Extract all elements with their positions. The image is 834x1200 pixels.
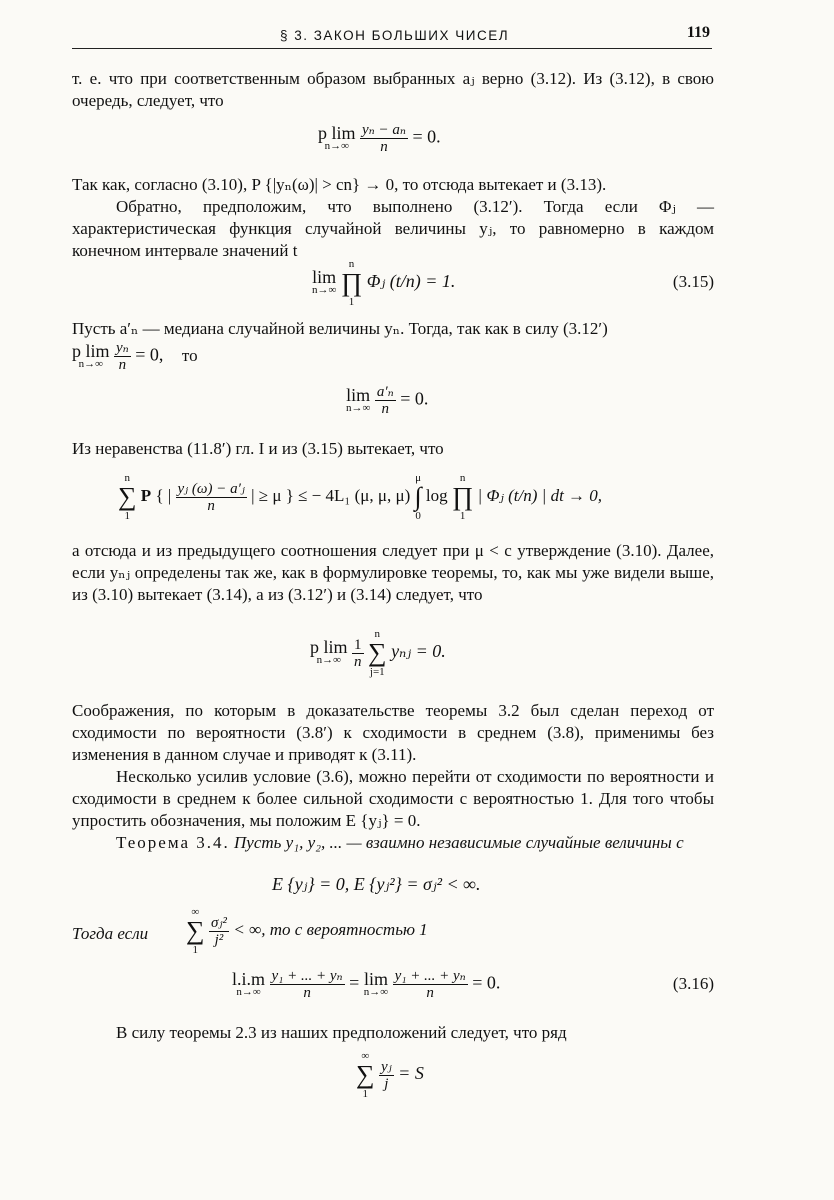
equation-inequality <box>118 472 602 522</box>
eq-avg-subscript: n→∞ <box>316 654 341 666</box>
eq-ineq-denominator: n <box>207 497 215 514</box>
eq316-denominator2: n <box>426 985 434 1001</box>
eq-ineq-int-sign: ∫ <box>414 482 422 511</box>
eq-ser-numerator: yⱼ <box>381 1058 392 1075</box>
eq-cond-sum-lower: 1 <box>192 944 199 956</box>
eq-cond-numerator: σⱼ² <box>211 914 227 931</box>
eq-plim-operator: p lim <box>72 340 110 361</box>
eq-ineq-prob: P <box>140 485 152 505</box>
theorem-label: Теорема 3.4. <box>116 833 230 852</box>
eq-ineq-middle: ≥ μ } ≤ − 4L₁ (μ, μ, μ) <box>258 485 411 505</box>
eq-med-rhs: = 0. <box>400 388 429 409</box>
equation-expectations <box>272 874 480 895</box>
paragraph-4-text: Пусть a′ₙ — медиана случайной величины yₙ. Тогда, так как в силу (3.12′) <box>72 319 608 338</box>
eq-cond-sum-upper: ∞ <box>191 906 200 918</box>
eq-ineq-prod-lower: 1 <box>459 510 466 522</box>
eq316-denominator1: n <box>303 985 311 1001</box>
paragraph-4 <box>72 318 714 340</box>
eq315-subscript: n→∞ <box>312 284 337 296</box>
equation-series <box>356 1050 424 1100</box>
eq-ineq-sum-sign: ∑ <box>118 482 137 511</box>
eq-ineq-prod-sign: ∏ <box>451 482 474 511</box>
eq-med-denominator: n <box>381 401 390 417</box>
eq-ser-sum-lower: 1 <box>362 1088 369 1100</box>
page-number: 119 <box>686 24 710 41</box>
eq-plim-subscript: n→∞ <box>78 357 103 370</box>
section-title: § 3. ЗАКОН БОЛЬШИХ ЧИСЕЛ <box>280 28 510 43</box>
eq1-numerator: yₙ − aₙ <box>362 122 406 138</box>
theorem-3-4 <box>72 832 714 854</box>
eq-ineq-prod-upper: n <box>459 472 466 484</box>
eq-med-lim: lim <box>346 384 371 405</box>
paragraph-2 <box>72 174 714 196</box>
eq-avg-operator: p lim <box>310 637 348 657</box>
paragraph-3 <box>72 196 714 262</box>
condition-prefix: Тогда если <box>72 924 149 943</box>
eq-ineq-bar: | <box>251 485 255 505</box>
eq316-sub1: n→∞ <box>236 985 261 998</box>
equation-3-15 <box>312 258 714 308</box>
paragraph-7 <box>72 700 714 766</box>
paragraph-5-text: Из неравенства (11.8′) гл. I и из (3.15) вытекает, что <box>72 439 444 458</box>
eq1-operator: p lim <box>318 122 356 143</box>
paragraph-6-text: а отсюда и из предыдущего соотношения следует при μ < c утверждение (3.10). Далее, если yₙⱼ определены так же, как в формулировке теоремы, то, как мы уже видели выше, из (3.10) вытекает (3.14), а из (3.12′) и (3.14) следует, что <box>72 541 714 604</box>
eq315-product-sign: ∏ <box>340 268 363 297</box>
equation-plim-b <box>72 340 198 373</box>
eq-ineq-brace: { | <box>155 485 172 505</box>
eq-ineq-tail: | Φⱼ (t/n) | dt → 0, <box>477 485 603 505</box>
eq-avg-numerator: 1 <box>354 636 362 653</box>
eq315-product-upper: n <box>348 258 355 270</box>
eq-med-numerator: a′ₙ <box>376 384 394 400</box>
eq-avg-denominator: n <box>354 653 362 670</box>
eq-cond-sum-sign: ∑ <box>186 916 205 945</box>
eq-ser-sum-upper: ∞ <box>361 1050 370 1062</box>
theorem-text: Пусть y₁, y₂, ... — взаимно независимые случайные величины с <box>234 833 684 852</box>
eq-ineq-numerator: yⱼ (ω) − a′ⱼ <box>177 480 245 497</box>
eq316-numerator2: y₁ + ... + yₙ <box>394 968 466 984</box>
paragraph-10-text: В силу теоремы 2.3 из наших предположений следует, что ряд <box>116 1023 567 1042</box>
eq-plim-numerator: yₙ <box>116 340 129 356</box>
eq-avg-sum-sign: ∑ <box>368 638 387 667</box>
eq-ineq-int-lower: 0 <box>415 510 421 522</box>
eq-ineq-log: log <box>425 485 448 505</box>
eq1-denominator: n <box>380 139 388 155</box>
condition-line <box>72 906 714 966</box>
eq-cond-denominator: j² <box>214 931 224 948</box>
equation-plim-a <box>318 122 441 155</box>
running-header <box>72 22 712 49</box>
eq1-rhs: = 0. <box>412 126 441 147</box>
eq-ineq-int-upper: μ <box>415 472 422 484</box>
equation-3-16 <box>232 968 714 1001</box>
eq-plim-denominator: n <box>118 357 127 373</box>
eq316-rhs: = 0. <box>472 972 501 993</box>
eq316-numerator1: y₁ + ... + yₙ <box>271 968 343 984</box>
eq-avg-sum-lower: j=1 <box>369 666 385 678</box>
eq-ser-sum-sign: ∑ <box>356 1060 375 1089</box>
eq316-sub2: n→∞ <box>363 985 389 998</box>
eq-ineq-sum-lower: 1 <box>124 510 131 522</box>
paragraph-3-text: Обратно, предположим, что выполнено (3.12′). Тогда если Φⱼ — характеристическая функция случайной величины yⱼ, то равномерно в каждом конечном интервале значений t <box>72 197 714 260</box>
paragraph-4-then: то <box>181 345 198 365</box>
eq316-equals: = <box>349 972 360 993</box>
eq-avg-body: yₙⱼ = 0. <box>391 641 446 662</box>
eq315-lim: lim <box>312 267 337 287</box>
equation-average <box>310 628 446 678</box>
eq316-lim1: l.i.m <box>232 968 266 989</box>
paragraph-2-text: Так как, согласно (3.10), P {|yₙ(ω)| > cn} → 0, то отсюда вытекает и (3.13). <box>72 175 607 194</box>
eq316-lim2: lim <box>363 968 388 989</box>
equation-median <box>346 384 428 417</box>
paragraph-1-text: т. е. что при соответственным образом выбранных aⱼ верно (3.12). Из (3.12), в свою очередь, следует, что <box>72 69 714 110</box>
paragraph-8-text: Несколько усилив условие (3.6), можно перейти от сходимости по вероятности и сходимости в среднем к более сильной сходимости с вероятностью 1. Для того чтобы упростить обозначения, мы положим E {yⱼ} = 0. <box>72 767 714 830</box>
eq-expectation-text: E {yⱼ} = 0, E {yⱼ²} = σⱼ² < ∞. <box>272 874 481 894</box>
eq-med-subscript: n→∞ <box>346 401 371 414</box>
eq-ineq-sum-upper: n <box>124 472 131 484</box>
paragraph-7-text: Соображения, по которым в доказательстве теоремы 3.2 был сделан переход от сходимости по вероятности (3.8′) к сходимости в среднем (3.8), применимы без изменения в данном случае и приводят к (3.11). <box>72 701 714 764</box>
eq315-tag: (3.15) <box>672 272 714 291</box>
eq315-product-lower: 1 <box>348 296 355 308</box>
eq-avg-sum-upper: n <box>374 628 381 640</box>
eq1-subscript: n→∞ <box>324 139 349 152</box>
eq316-tag: (3.16) <box>672 974 714 993</box>
paragraph-1 <box>72 68 714 112</box>
condition-suffix: < ∞, то с вероятностью 1 <box>233 920 428 940</box>
eq-plim-rhs: = 0, <box>135 344 164 365</box>
eq315-body: Φⱼ (t/n) = 1. <box>366 271 456 292</box>
paragraph-6 <box>72 540 714 606</box>
paragraph-5 <box>72 438 714 460</box>
eq-ser-rhs: = S <box>398 1063 424 1084</box>
paragraph-8 <box>72 766 714 832</box>
eq-ser-denominator: j <box>384 1075 389 1092</box>
paragraph-10 <box>72 1022 714 1044</box>
